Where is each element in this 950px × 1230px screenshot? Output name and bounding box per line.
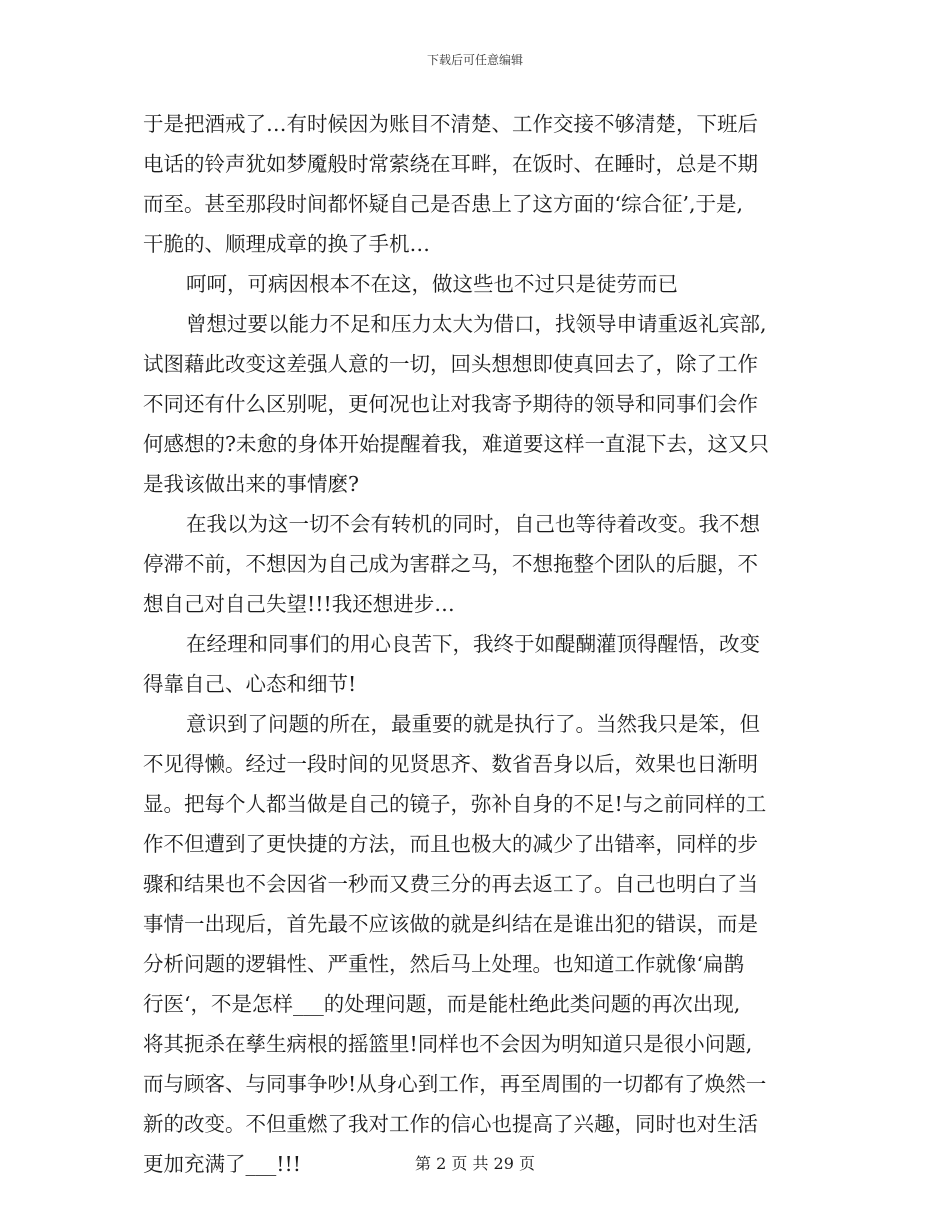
- text-line: 而至。甚至那段时间都怀疑自己是否患上了这方面的‘综合征’,于是,: [143, 192, 744, 216]
- text-line: 骤和结果也不会因省一秒而又费三分的再去返工了。自己也明白了当: [143, 872, 758, 896]
- text-line: 于是把酒戒了…有时候因为账目不清楚、工作交接不够清楚，下班后: [143, 112, 758, 136]
- document-body: [143, 104, 815, 1184]
- text-line: 更加充满了___!!!: [143, 1152, 301, 1176]
- text-line: 呵呵，可病因根本不在这，做这些也不过只是徒劳而已: [186, 272, 678, 296]
- text-line: 试图藉此改变这差强人意的一切，回头想想即使真回去了，除了工作: [143, 352, 758, 376]
- text-line: 不同还有什么区别呢，更何况也让对我寄予期待的领导和同事们会作: [143, 392, 758, 416]
- text-line: 曾想过要以能力不足和压力太大为借口，找领导申请重返礼宾部,: [186, 312, 767, 336]
- text-line: 行医‘，不是怎样___的处理问题，而是能杜绝此类问题的再次出现,: [143, 992, 741, 1016]
- text-line: 将其扼杀在孳生病根的摇篮里!同样也不会因为明知道只是很小问题,: [143, 1032, 753, 1056]
- text-line: 停滞不前，不想因为自己成为害群之马，不想拖整个团队的后腿，不: [143, 552, 758, 576]
- text-line: 何感想的?未愈的身体开始提醒着我，难道要这样一直混下去，这又只: [143, 432, 769, 456]
- text-line: 新的改变。不但重燃了我对工作的信心也提高了兴趣，同时也对生活: [143, 1112, 758, 1136]
- text-line: 分析问题的逻辑性、严重性，然后马上处理。也知道工作就像‘扁鹊: [143, 952, 745, 976]
- text-line: 作不但遭到了更快捷的方法，而且也极大的减少了出错率，同样的步: [143, 832, 758, 856]
- text-line: 显。把每个人都当做是自己的镜子，弥补自身的不足!与之前同样的工: [143, 792, 767, 816]
- text-line: 不见得懒。经过一段时间的见贤思齐、数省吾身以后，效果也日渐明: [143, 752, 758, 776]
- text-line: 在经理和同事们的用心良苦下，我终于如醍醐灌顶得醒悟，改变: [186, 632, 760, 656]
- page-header: 下载后可任意编辑: [426, 53, 523, 67]
- text-line: 在我以为这一切不会有转机的同时，自己也等待着改变。我不想: [186, 512, 760, 536]
- text-line: 电话的铃声犹如梦魇般时常萦绕在耳畔，在饭时、在睡时，总是不期: [143, 152, 758, 176]
- text-line: 想自己对自己失望!!!我还想进步…: [143, 592, 455, 616]
- text-line: 意识到了问题的所在，最重要的就是执行了。当然我只是笨，但: [186, 712, 760, 736]
- text-line: 是我该做出来的事情麽?: [143, 472, 359, 496]
- text-line: 干脆的、顺理成章的换了手机…: [143, 232, 430, 256]
- page-number: 第 2 页 共 29 页: [415, 1154, 535, 1173]
- text-line: 得靠自己、心态和细节!: [143, 672, 357, 696]
- text-line: 而与顾客、与同事争吵!从身心到工作，再至周围的一切都有了焕然一: [143, 1072, 767, 1096]
- text-line: 事情一出现后，首先最不应该做的就是纠结在是谁出犯的错误，而是: [143, 912, 758, 936]
